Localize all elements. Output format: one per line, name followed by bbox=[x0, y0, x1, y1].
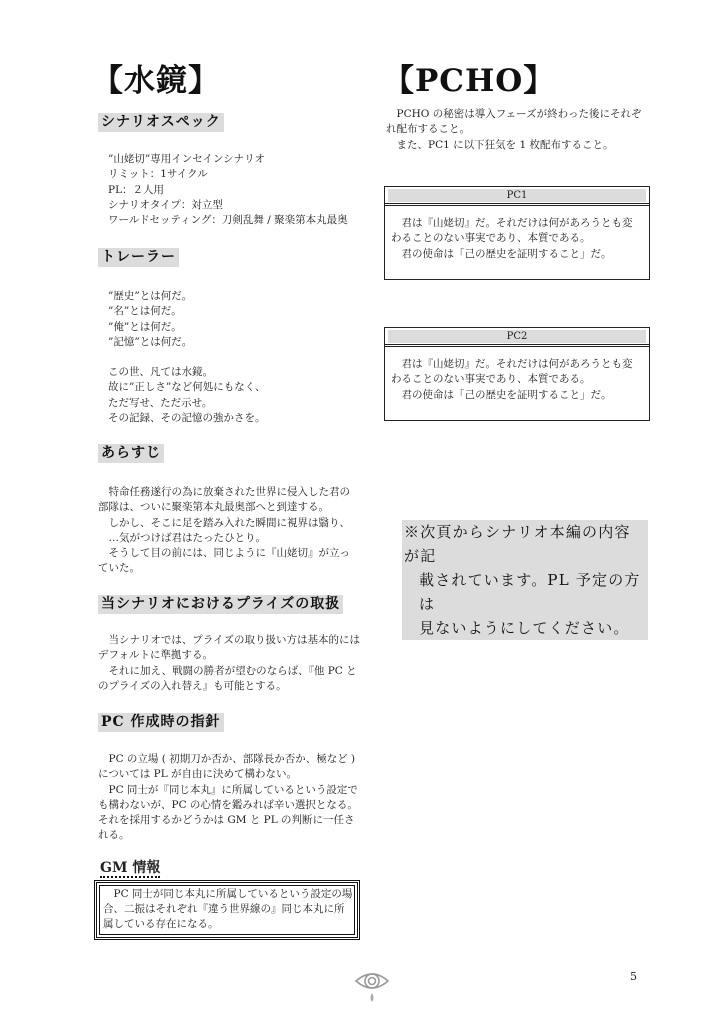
note-line: ※次頁からシナリオ本編の内容が記 bbox=[404, 523, 631, 565]
section-heading-gm-info: GM 情報 bbox=[100, 860, 161, 876]
spec-line: リミット：1サイクル bbox=[108, 168, 208, 181]
pc2-handout bbox=[384, 327, 650, 421]
paragraph: PC 同士が『同じ本丸』に所属しているという設定でも構わないが、PC の心情を鑑みれば辛い選択となる。それを採用するかどうかは GM と PL の判断に一任される。 bbox=[98, 783, 358, 842]
paragraph: また、PC1 に以下狂気を 1 枚配布すること。 bbox=[396, 138, 614, 151]
page-number: 5 bbox=[630, 970, 637, 983]
spec-line: PL：２人用 bbox=[108, 183, 165, 196]
paragraph: PCHO の秘密は導入フェーズが終わった後にそれぞれ配布すること。 bbox=[386, 108, 642, 136]
paragraph: そうして目の前には、同じように『山姥切』が立っていた。 bbox=[98, 547, 350, 575]
paragraph: PC の立場 ( 初期刀か否か、部隊長か否か、極など ) については PL が自由に決めて構わない。 bbox=[98, 753, 356, 781]
trailer-line: ”名”とは何だ。 bbox=[108, 305, 182, 318]
spec-line: ワールドセッティング：刀剣乱舞 / 聚楽第本丸最奥 bbox=[108, 214, 348, 227]
note-line: 載されています。PL 予定の方は bbox=[419, 571, 641, 613]
trailer-line: ”記憶”とは何だ。 bbox=[108, 335, 193, 348]
spec-line: シナリオタイプ：対立型 bbox=[108, 198, 223, 211]
eye-tear-icon bbox=[352, 965, 392, 1005]
spec-line: ”山姥切”専用インセインシナリオ bbox=[108, 153, 266, 165]
trailer-line: その記録、その記憶の強かさを。 bbox=[108, 412, 266, 425]
paragraph: 当シナリオでは、プライズの取り扱い方は基本的にはデフォルトに準拠する。 bbox=[98, 634, 360, 662]
spoiler-warning-note bbox=[402, 520, 648, 640]
pcho-intro bbox=[386, 107, 648, 153]
trailer-line: ”歴史”とは何だ。 bbox=[108, 290, 193, 302]
pc1-handout bbox=[384, 186, 650, 280]
section-heading-prize: 当シナリオにおけるプライズの取扱 bbox=[98, 595, 343, 614]
synopsis-text bbox=[98, 485, 360, 577]
trailer-line: 故に”正しさ”など何処にもなく、 bbox=[108, 381, 266, 394]
paragraph: …気がつけば君はたったひとり。 bbox=[108, 531, 266, 544]
section-heading-trailer: トレーラー bbox=[98, 248, 179, 267]
paragraph: 君は『山姥切』だ。それだけは何があろうとも変わることのない事実であり、本質である。 bbox=[391, 358, 633, 386]
pc-guide-text bbox=[98, 752, 360, 844]
section-heading-synopsis: あらすじ bbox=[98, 444, 164, 463]
section-heading-pc-guide: PC 作成時の指針 bbox=[98, 713, 224, 732]
section-heading-spec: シナリオスペック bbox=[98, 113, 224, 132]
trailer-line: この世、凡ては水鏡。 bbox=[108, 366, 213, 379]
trailer-line: ただ写せ、ただ示せ。 bbox=[108, 396, 213, 409]
trailer-text bbox=[108, 289, 370, 426]
gm-info-text: PC 同士が同じ本丸に所属しているという設定の場合、二振はそれぞれ『違う世界線の』同じ本丸に所属している存在になる。 bbox=[103, 888, 353, 930]
note-line: 見ないようにしてください。 bbox=[419, 619, 630, 637]
paragraph: 君は『山姥切』だ。それだけは何があろうとも変わることのない事実であり、本質である。 bbox=[391, 217, 633, 245]
page-title-left: 【水鏡】 bbox=[92, 63, 220, 99]
gm-info-box bbox=[94, 880, 360, 940]
paragraph: 特命任務遂行の為に放棄された世界に侵入した君の部隊は、ついに聚楽第本丸最奥部へと到達する。 bbox=[98, 486, 350, 514]
pc1-label: PC1 bbox=[388, 189, 646, 202]
paragraph: しかし、そこに足を踏み入れた瞬間に視界は翳り、 bbox=[108, 516, 350, 529]
spec-list bbox=[108, 152, 370, 228]
prize-text bbox=[98, 633, 360, 694]
paragraph: 君の使命は「己の歴史を証明すること」だ。 bbox=[401, 388, 612, 401]
trailer-line: ”俺”とは何だ。 bbox=[108, 320, 182, 333]
paragraph: 君の使命は「己の歴史を証明すること」だ。 bbox=[401, 247, 612, 260]
paragraph: それに加え、戦闘の勝者が望むのならば、『他 PC とのプライズの入れ替え』も可能とする。 bbox=[98, 664, 357, 692]
pc2-label: PC2 bbox=[388, 330, 646, 343]
page-title-right: 【PCHO】 bbox=[383, 63, 556, 99]
